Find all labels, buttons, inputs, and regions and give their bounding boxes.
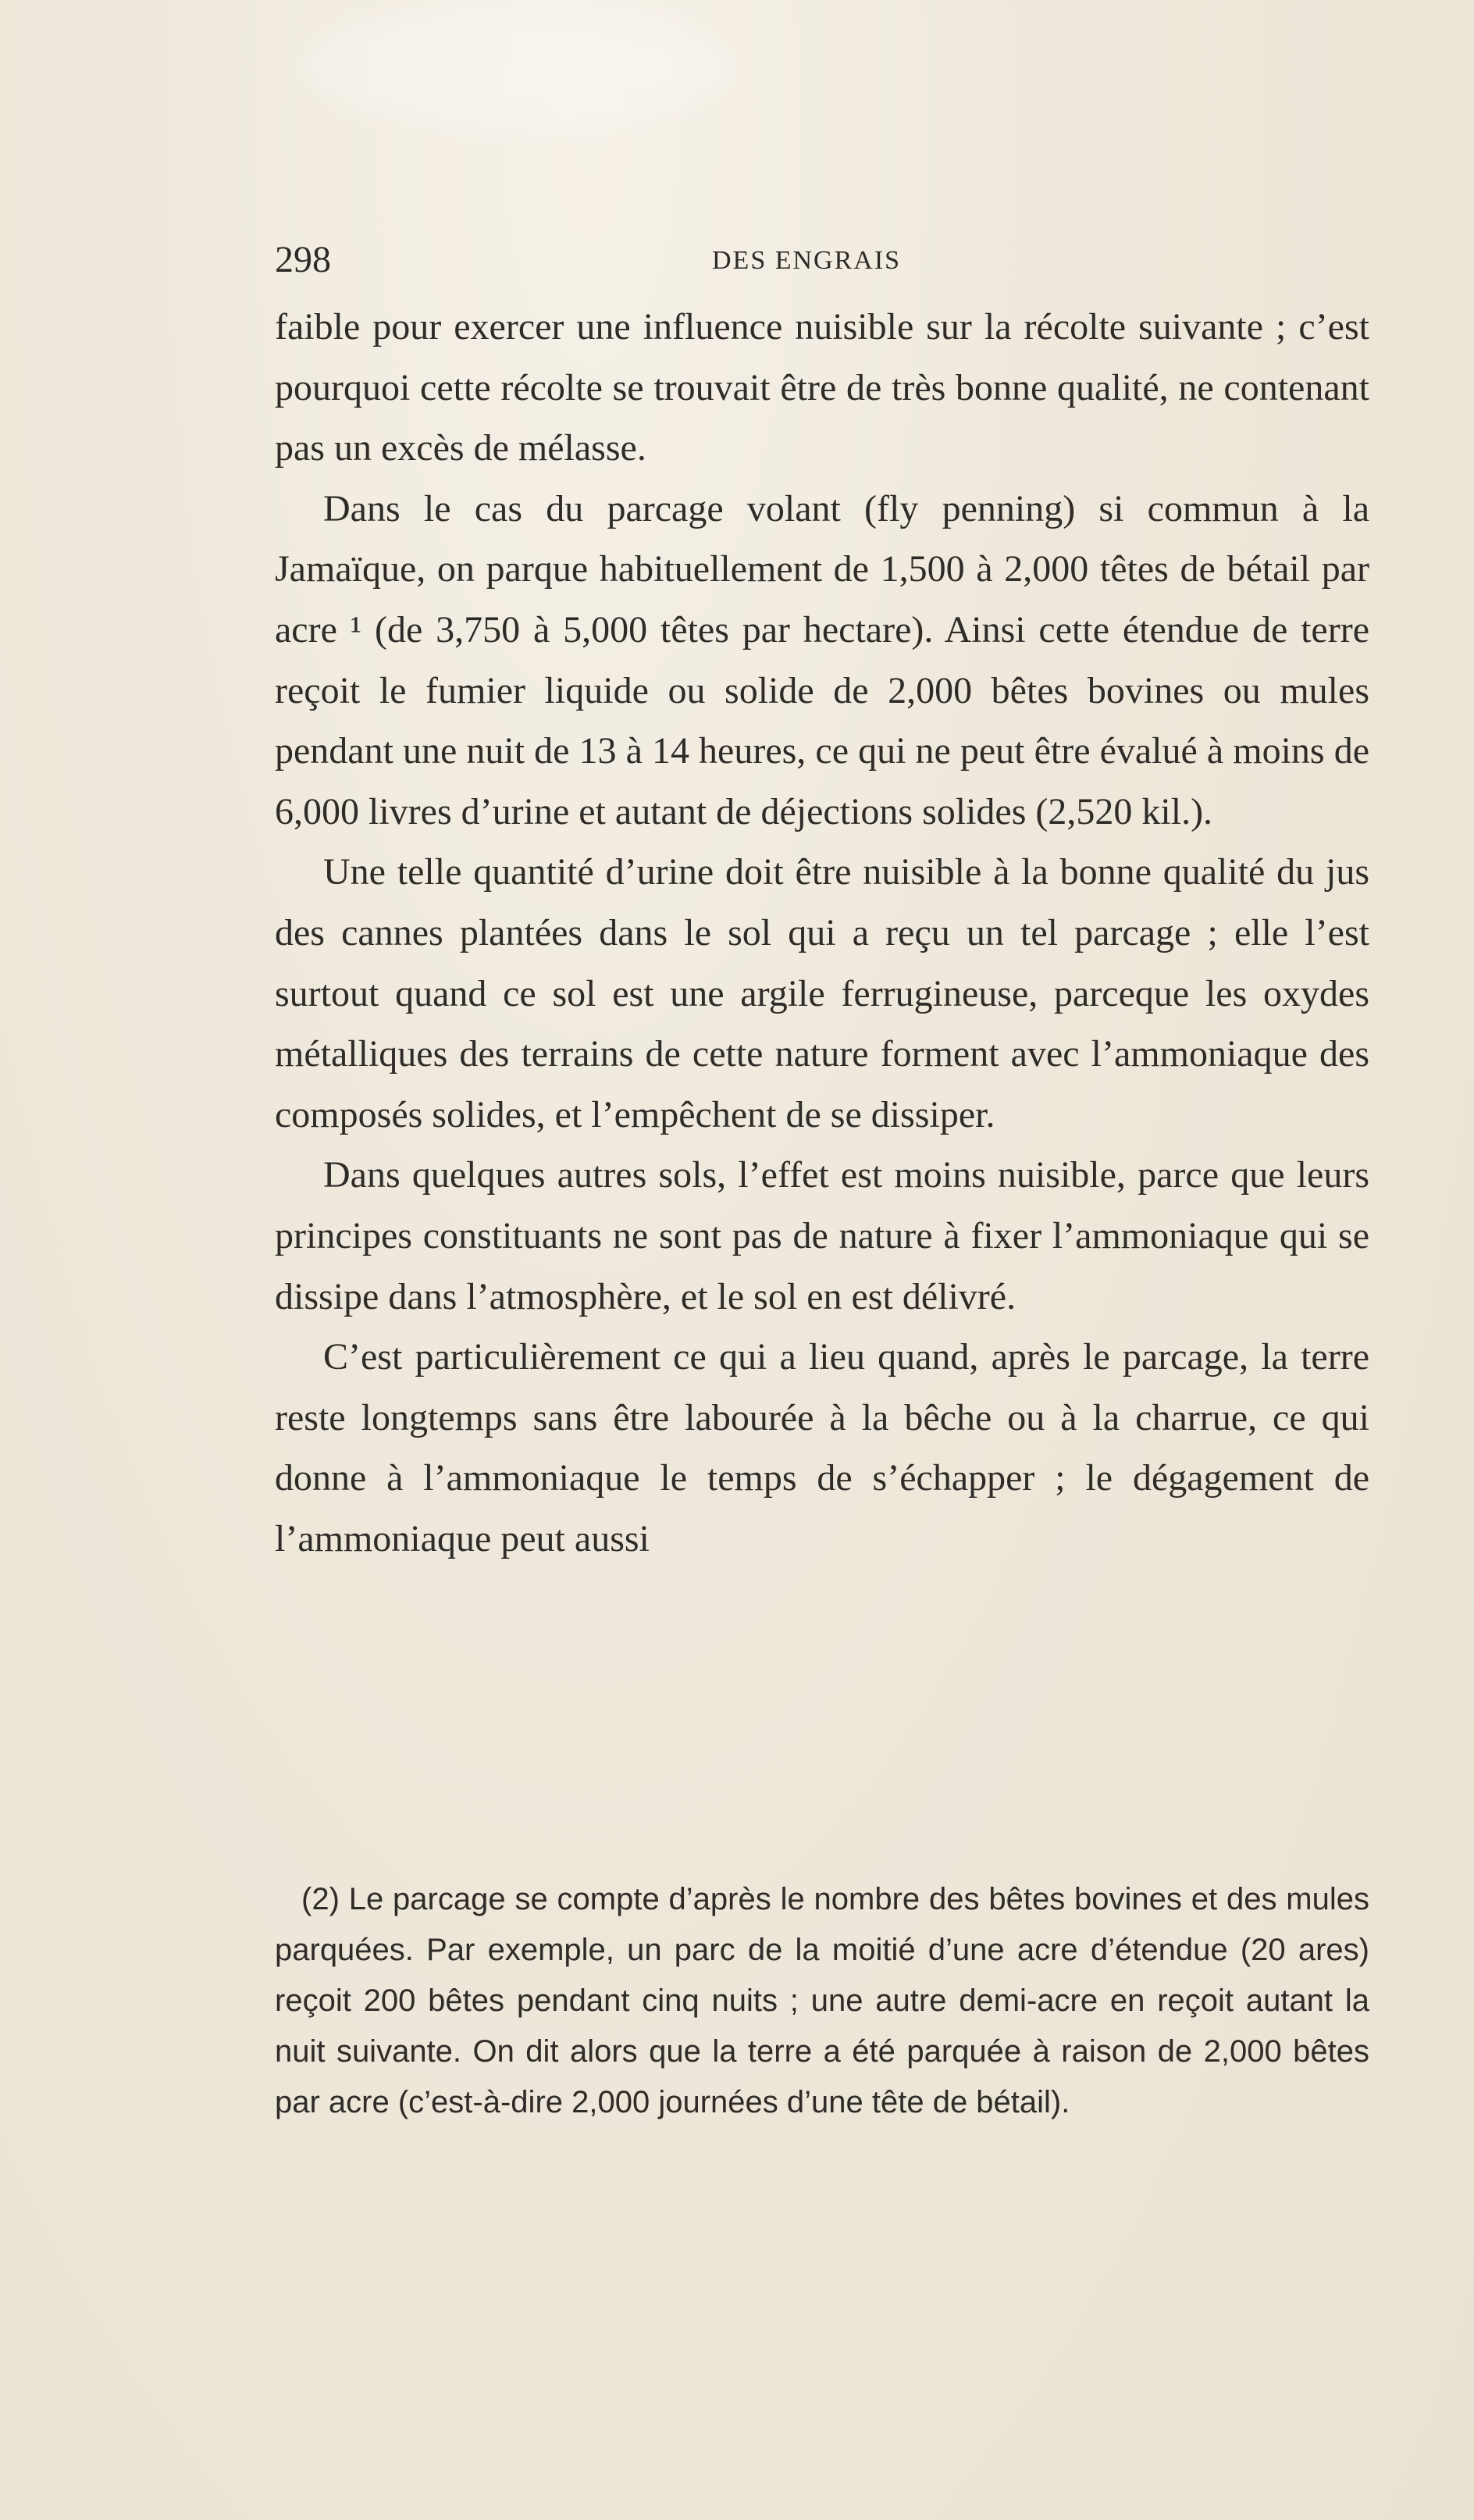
paragraph-5: C’est particulièrement ce qui a lieu quand, après le parcage, la terre reste longtemps sans être labourée à la bêche ou à la charrue, ce qui donne à l’ammoniaque le temps de s’échapper ; le dégagement de l’ammoniaque peut aussi [275, 1336, 1369, 1559]
running-title: DES ENGRAIS [712, 246, 902, 275]
page-header [275, 238, 1368, 285]
paragraph-4: Dans quelques autres sols, l’effet est moins nuisible, parce que leurs principes constituants ne sont pas de nature à fixer l’ammoniaque qui se dissipe dans l’atmosphère, et le sol en est délivré. [275, 1154, 1369, 1317]
paper-stain [297, 0, 734, 133]
footnote [275, 1874, 1369, 2128]
paragraph-3: Une telle quantité d’urine doit être nuisible à la bonne qualité du jus des cannes plantées dans le sol qui a reçu un tel parcage ; elle l’est surtout quand ce sol est une argile ferrugineuse, parceque les oxydes métalliques des terrains de cette nature forment avec l’ammoniaque des composés solides, et l’empêchent de se dissiper. [275, 851, 1369, 1135]
footnote-text: (2) Le parcage se compte d’après le nombre des bêtes bovines et des mules parquées. Par exemple, un parc de la moitié d’une acre d’étendue (20 ares) reçoit 200 bêtes pendant cinq nuits ; une autre demi-acre en reçoit autant la nuit suivante. On dit alors que la terre a été parquée à raison de 2,000 bêtes par acre (c’est-à-dire 2,000 journées d’une tête de bétail). [275, 1882, 1369, 2119]
page-number: 298 [275, 239, 331, 280]
main-text [275, 297, 1369, 1569]
paragraph-2: Dans le cas du parcage volant (fly penning) si commun à la Jamaïque, on parque habituellement de 1,500 à 2,000 têtes de bétail par acre ¹ (de 3,750 à 5,000 têtes par hectare). Ainsi cette étendue de terre reçoit le fumier liquide ou solide de 2,000 bêtes bovines ou mules pendant une nuit de 13 à 14 heures, ce qui ne peut être évalué à moins de 6,000 livres d’urine et autant de déjections solides (2,520 kil.). [275, 487, 1369, 832]
paragraph-1: faible pour exercer une influence nuisible sur la récolte suivante ; c’est pourquoi cette récolte se trouvait être de très bonne qualité, ne contenant pas un excès de mélasse. [275, 306, 1369, 469]
